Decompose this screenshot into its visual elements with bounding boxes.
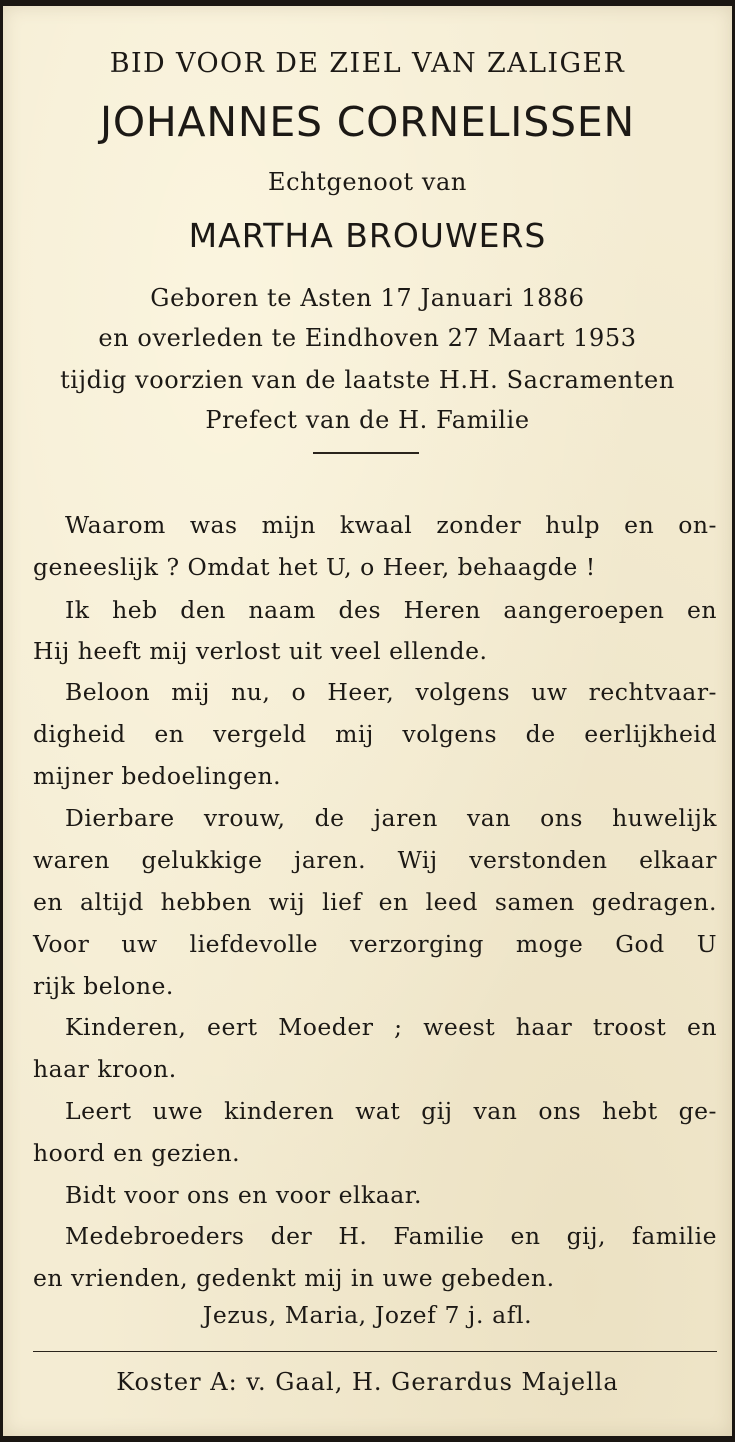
footer-divider [33,1351,717,1352]
body-line: Beloon mij nu, o Heer, volgens uw rechtvaar- [65,678,717,706]
closing-indulgence: Jezus, Maria, Jozef 7 j. afl. [202,1301,533,1329]
body-line: Bidt voor ons en voor elkaar. [65,1181,422,1209]
birth-line: Geboren te Asten 17 Januari 1886 [150,284,585,312]
body-line: en altijd hebben wij lief en leed samen gedragen. [33,888,717,916]
body-line: Kinderen, eert Moeder ; weest haar troost en [65,1013,717,1041]
body-line: Leert uwe kinderen wat gij van ons hebt ge- [65,1097,717,1125]
body-line: Ik heb den naam des Heren aangeroepen en [65,596,717,624]
invocation-line: BID VOOR DE ZIEL VAN ZALIGER [109,48,626,79]
body-line: digheid en vergeld mij volgens de eerlijkheid [33,720,717,748]
body-line: Medebroeders der H. Familie en gij, familie [65,1222,717,1250]
body-line: rijk belone. [33,972,174,1000]
body-line: geneeslijk ? Omdat het U, o Heer, behaagde ! [33,553,596,581]
sacraments-line: tijdig voorzien van de laatste H.H. Sacramenten [60,366,675,394]
body-line: en vrienden, gedenkt mij in uwe gebeden. [33,1264,555,1292]
body-line: mijner bedoelingen. [33,762,282,790]
body-line: hoord en gezien. [33,1139,241,1167]
header-divider [313,452,419,454]
body-line: Hij heeft mij verlost uit veel ellende. [33,637,488,665]
body-line: waren gelukkige jaren. Wij verstonden elkaar [33,846,717,874]
relation-line: Echtgenoot van [268,168,467,196]
role-line: Prefect van de H. Familie [205,406,530,434]
deceased-name: JOHANNES CORNELISSEN [99,98,636,146]
body-line: Voor uw liefdevolle verzorging moge God U [33,930,717,958]
death-line: en overleden te Eindhoven 27 Maart 1953 [98,324,637,352]
memorial-card [3,6,732,1436]
spouse-name: MARTHA BROUWERS [188,216,547,255]
body-line: Waarom was mijn kwaal zonder hulp en on- [65,511,717,539]
body-line: haar kroon. [33,1055,177,1083]
body-line: Dierbare vrouw, de jaren van ons huwelijk [65,804,717,832]
printer-footer: Koster A: v. Gaal, H. Gerardus Majella [116,1368,619,1396]
